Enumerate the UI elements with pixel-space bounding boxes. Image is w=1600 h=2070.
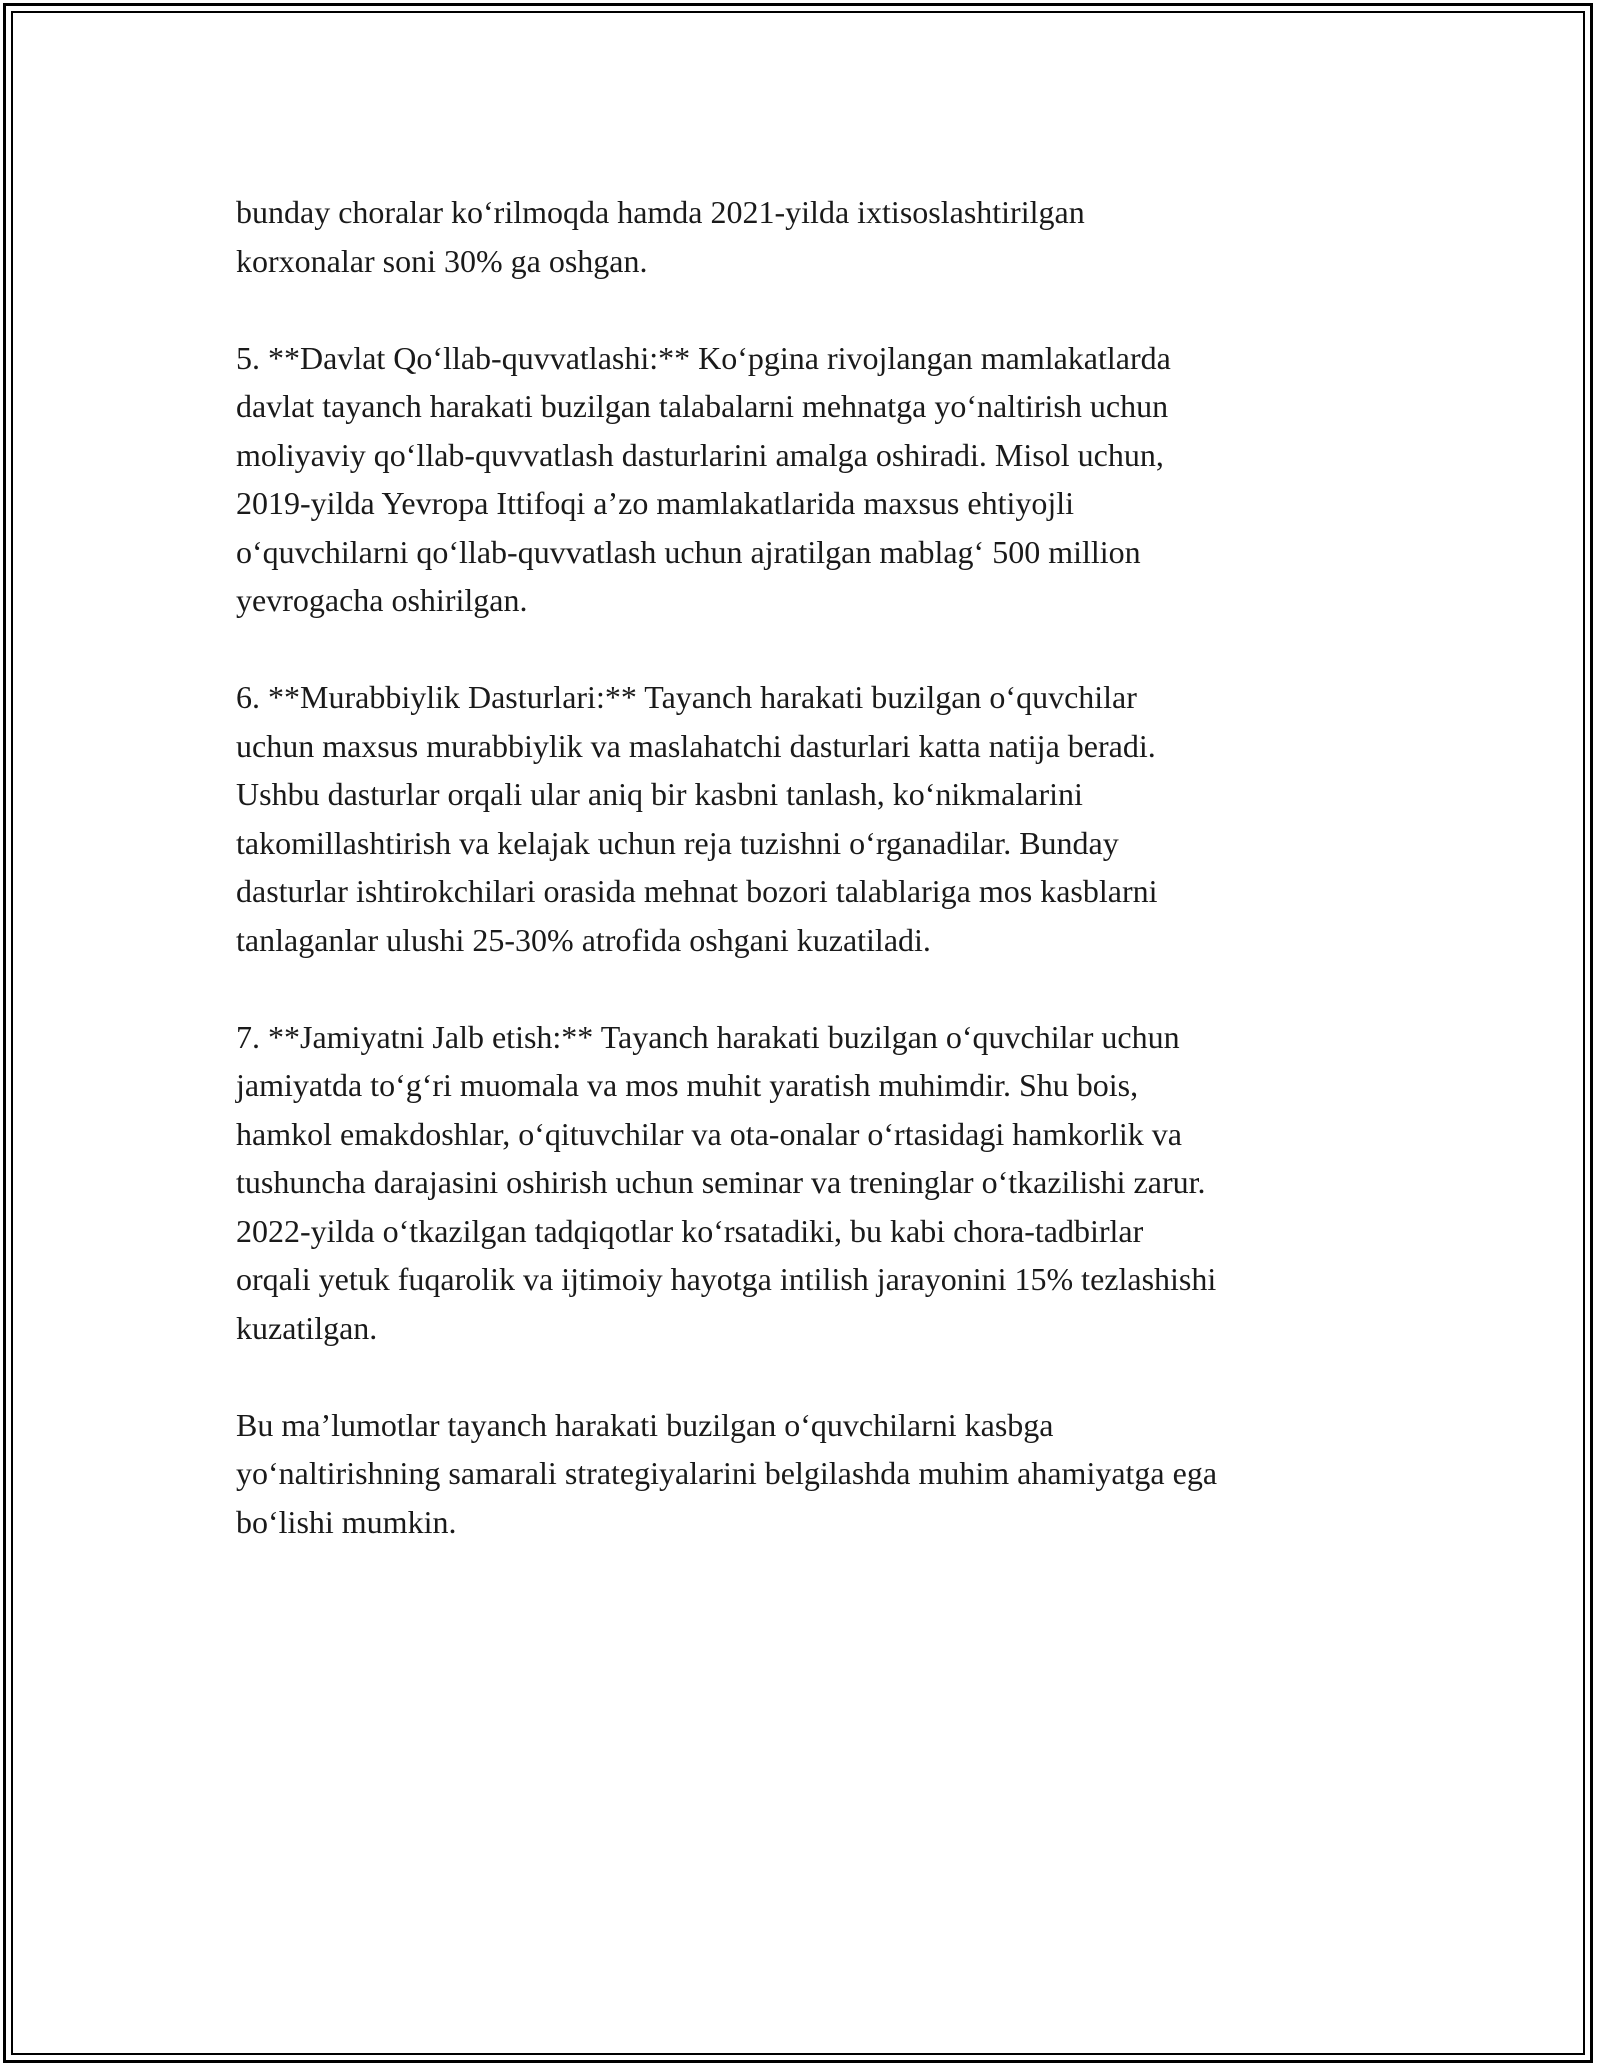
- text-line: Bu ma’lumotlar tayanch harakati buzilgan o‘quvchilarni kasbga: [236, 1406, 1054, 1443]
- text-line: uchun maxsus murabbiylik va maslahatchi dasturlari katta natija beradi.: [236, 727, 1156, 764]
- text-line: takomillashtirish va kelajak uchun reja tuzishni o‘rganadilar. Bunday: [236, 824, 1119, 861]
- text-line: 5. **Davlat Qo‘llab-quvvatlashi:** Ko‘pgina rivojlangan mamlakatlarda: [236, 339, 1171, 376]
- text-line: 7. **Jamiyatni Jalb etish:** Tayanch harakati buzilgan o‘quvchilar uchun: [236, 1018, 1180, 1055]
- text-line: bunday choralar ko‘rilmoqda hamda 2021-yilda ixtisoslashtirilgan: [236, 194, 1085, 230]
- text-line: davlat tayanch harakati buzilgan talabalarni mehnatga yo‘naltirish uchun: [236, 388, 1169, 424]
- text-line: 2022-yilda o‘tkazilgan tadqiqotlar ko‘rsatadiki, bu kabi chora-tadbirlar: [236, 1212, 1144, 1249]
- text-line: tanlaganlar ulushi 25-30% atrofida oshgani kuzatiladi.: [236, 921, 931, 958]
- text-line: dasturlar ishtirokchilari orasida mehnat bozori talablariga mos kasblarni: [236, 873, 1158, 909]
- text-line: o‘quvchilarni qo‘llab-quvvatlash uchun ajratilgan mablag‘ 500 million: [236, 533, 1141, 570]
- text-line: yevrogacha oshirilgan.: [236, 582, 528, 618]
- text-line: tushuncha darajasini oshirish uchun seminar va treninglar o‘tkazilishi zarur.: [236, 1164, 1206, 1200]
- text-line: korxonalar soni 30% ga oshgan.: [236, 242, 648, 279]
- paragraph-item-5: [236, 334, 1376, 625]
- text-line: bo‘lishi mumkin.: [236, 1503, 457, 1540]
- text-line: moliyaviy qo‘llab-quvvatlash dasturlarini amalga oshiradi. Misol uchun,: [236, 436, 1164, 473]
- paragraph-conclusion: [236, 1401, 1376, 1547]
- paragraph-continuation: [236, 188, 1376, 285]
- paragraph-item-7: [236, 1013, 1376, 1353]
- text-line: 2019-yilda Yevropa Ittifoqi a’zo mamlakatlarida maxsus ehtiyojli: [236, 485, 1075, 521]
- text-line: yo‘naltirishning samarali strategiyalarini belgilashda muhim ahamiyatga ega: [236, 1455, 1218, 1491]
- paragraph-item-6: [236, 673, 1376, 964]
- text-line: kuzatilgan.: [236, 1309, 378, 1346]
- text-line: Ushbu dasturlar orqali ular aniq bir kasbni tanlash, ko‘nikmalarini: [236, 776, 1083, 812]
- text-line: 6. **Murabbiylik Dasturlari:** Tayanch harakati buzilgan o‘quvchilar: [236, 679, 1137, 715]
- text-line: orqali yetuk fuqarolik va ijtimoiy hayotga intilish jarayonini 15% tezlashishi: [236, 1261, 1217, 1297]
- document-body: [236, 188, 1376, 1595]
- text-line: hamkol emakdoshlar, o‘qituvchilar va ota-onalar o‘rtasidagi hamkorlik va: [236, 1115, 1182, 1152]
- text-line: jamiyatda to‘g‘ri muomala va mos muhit yaratish muhimdir. Shu bois,: [236, 1067, 1139, 1103]
